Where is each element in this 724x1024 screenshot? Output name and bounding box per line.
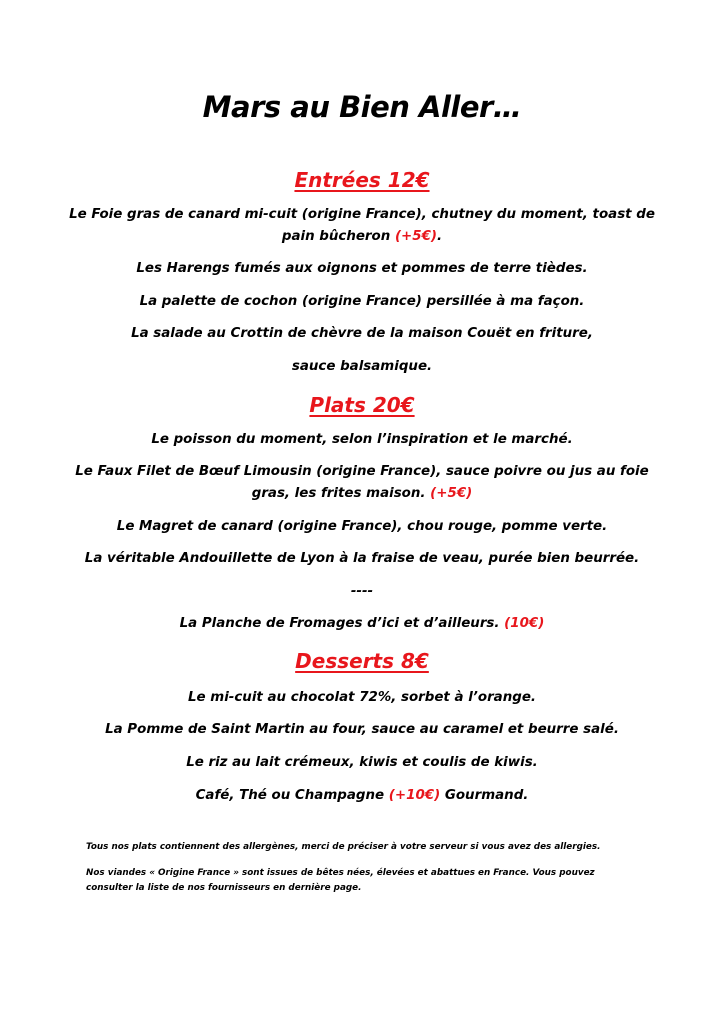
menu-item-andouillette: La véritable Andouillette de Lyon à la fraise de veau, purée bien beurrée. xyxy=(84,551,640,566)
menu-item-fromages xyxy=(0,614,724,634)
cafe-end: Gourmand. xyxy=(440,788,529,803)
faux-filet-text: gras, les frites maison. xyxy=(251,486,431,501)
menu-item-harengs: Les Harengs fumés aux oignons et pommes de terre tièdes. xyxy=(136,261,588,276)
foie-gras-supplement: (+5€) xyxy=(394,229,438,244)
cafe-text: Café, Thé ou Champagne xyxy=(195,788,389,803)
footnote-origin-line-2: consulter la liste de nos fournisseurs en dernière page. xyxy=(86,883,362,893)
separator: ---- xyxy=(350,584,374,599)
menu-item-salade-line-2: sauce balsamique. xyxy=(291,359,433,374)
page-title: Mars au Bien Aller… xyxy=(202,90,522,124)
faux-filet-supplement: (+5€) xyxy=(430,486,473,501)
menu-item-mi-cuit: Le mi-cuit au chocolat 72%, sorbet à l’orange. xyxy=(187,690,537,705)
cafe-supplement: (+10€) xyxy=(388,788,441,803)
foie-gras-text: pain bûcheron xyxy=(281,229,395,244)
menu-item-magret: Le Magret de canard (origine France), chou rouge, pomme verte. xyxy=(116,519,608,534)
foie-gras-end: . xyxy=(437,229,443,244)
menu-item-palette: La palette de cochon (origine France) persillée à ma façon. xyxy=(139,294,585,309)
menu-item-salade-line-1: La salade au Crottin de chèvre de la maison Couët en friture, xyxy=(131,326,593,341)
entrees-heading: Entrées 12€ xyxy=(294,168,430,192)
footnote-origin-line-1: Nos viandes « Origine France » sont issues de bêtes nées, élevées et abattues en France. Vous pouvez xyxy=(86,868,595,878)
menu-item-foie-gras-line-1: Le Foie gras de canard mi-cuit (origine France), chutney du moment, toast de xyxy=(69,207,655,222)
menu-item-faux-filet-line-1: Le Faux Filet de Bœuf Limousin (origine France), sauce poivre ou jus au foie xyxy=(75,464,649,479)
desserts-heading: Desserts 8€ xyxy=(295,649,429,673)
menu-item-riz: Le riz au lait crémeux, kiwis et coulis de kiwis. xyxy=(186,755,538,770)
fromages-text: La Planche de Fromages d’ici et d’ailleurs. xyxy=(179,616,505,631)
menu-item-poisson: Le poisson du moment, selon l’inspiration et le marché. xyxy=(151,432,573,447)
menu-item-cafe xyxy=(0,786,724,806)
fromages-price: (10€) xyxy=(504,616,545,631)
menu-item-foie-gras-line-2 xyxy=(0,227,724,247)
plats-heading: Plats 20€ xyxy=(309,393,415,417)
menu-item-faux-filet-line-2 xyxy=(0,484,724,504)
menu-item-pomme: La Pomme de Saint Martin au four, sauce au caramel et beurre salé. xyxy=(105,722,619,737)
footnote-allergens: Tous nos plats contiennent des allergènes, merci de préciser à votre serveur si vous avez des allergies. xyxy=(86,842,601,852)
